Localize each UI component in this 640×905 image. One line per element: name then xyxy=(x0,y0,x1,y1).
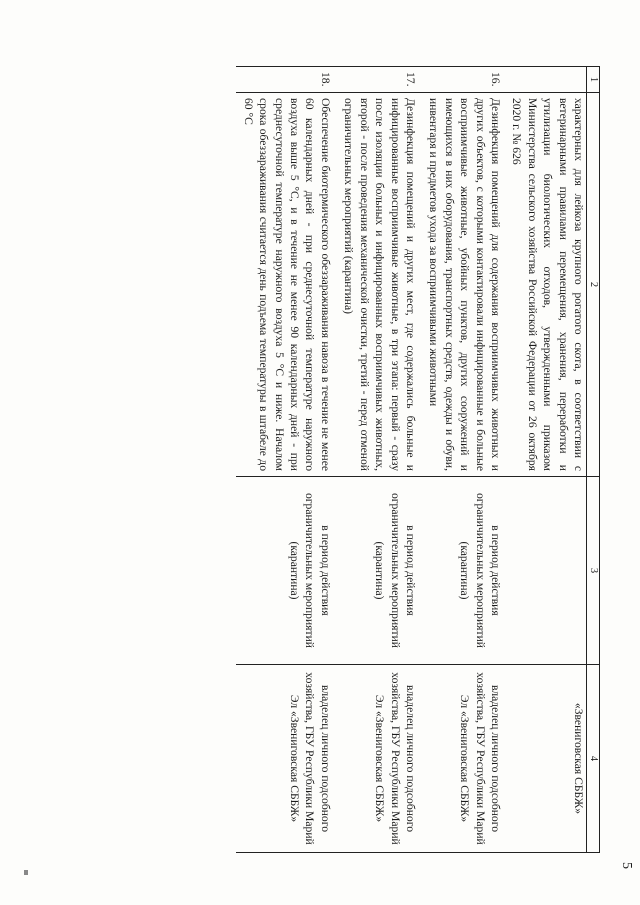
row-responsible: владелец личного подсобного хозяйства, ГБУ Республики Марий Эл «Звениговская СББЖ» xyxy=(333,665,418,853)
row-responsible: владелец личного подсобного хозяйства, ГБУ Республики Марий Эл «Звениговская СББЖ» xyxy=(418,665,503,853)
row-term: в период действия ограничительных мероприятий (карантина) xyxy=(236,477,332,665)
table-row xyxy=(503,67,587,853)
row-number: 16. xyxy=(418,67,503,93)
row-responsible: «Звениговская СББЖ» xyxy=(503,665,587,853)
row-responsible: владелец личного подсобного хозяйства, ГБУ Республики Марий Эл «Звениговская СББЖ» xyxy=(236,665,332,853)
header-col-4: 4 xyxy=(587,665,600,853)
header-col-3: 3 xyxy=(587,477,600,665)
row-description: Обеспечение биотермического обеззараживания навоза в течение не менее 60 календарных дней - при среднесуточной температуре наружного воздуха выше 5 °С, и в течение не менее 90 календарных дней - при среднесуточной температуре наружного воздуха 5 °С и ниже. Началом срока обеззараживания считается день подъема температуры в штабеле до 60 °С xyxy=(236,93,332,477)
row-term: в период действия ограничительных мероприятий (карантина) xyxy=(333,477,418,665)
row-description: Дезинфекция помещений для содержания восприимчивых животных и других объектов, с которыми контактировали инфицированные и больные восприимчивые животные, убойных пунктов, других сооружений и имеющихся в них оборудования, транспортных средств, одежды и обуви, инвентаря и предметов ухода за восприимчивыми животными xyxy=(418,93,503,477)
scan-speck xyxy=(24,870,28,875)
row-number: 18. xyxy=(236,67,332,93)
row-term xyxy=(503,477,587,665)
header-col-1: 1 xyxy=(587,67,600,93)
page-number: 5 xyxy=(619,862,634,869)
table-row xyxy=(236,67,332,853)
table-row xyxy=(418,67,503,853)
row-description: Дезинфекция помещений и других мест, где содержались больные и инфицированные восприимчивые животные, в три этапа: первый - сразу после изоляции больных и инфицированных восприимчивых животных, второй - после проведения механической очистки, третий - перед отменой ограничительных мероприятий (карантина) xyxy=(333,93,418,477)
header-col-2: 2 xyxy=(587,93,600,477)
row-description: характерных для лейкоза крупного рогатого скота, в соответствии с ветеринарными правилами перемещения, хранения, переработки и утилизации биологических отходов, утвержденными приказом Министерства сельского хозяйства Российской Федерации от 26 октября 2020 г. № 626 xyxy=(503,93,587,477)
measures-table xyxy=(236,66,600,853)
table-row xyxy=(333,67,418,853)
row-term: в период действия ограничительных мероприятий (карантина) xyxy=(418,477,503,665)
row-number: 17. xyxy=(333,67,418,93)
table-header-row xyxy=(587,67,600,853)
row-number xyxy=(503,67,587,93)
